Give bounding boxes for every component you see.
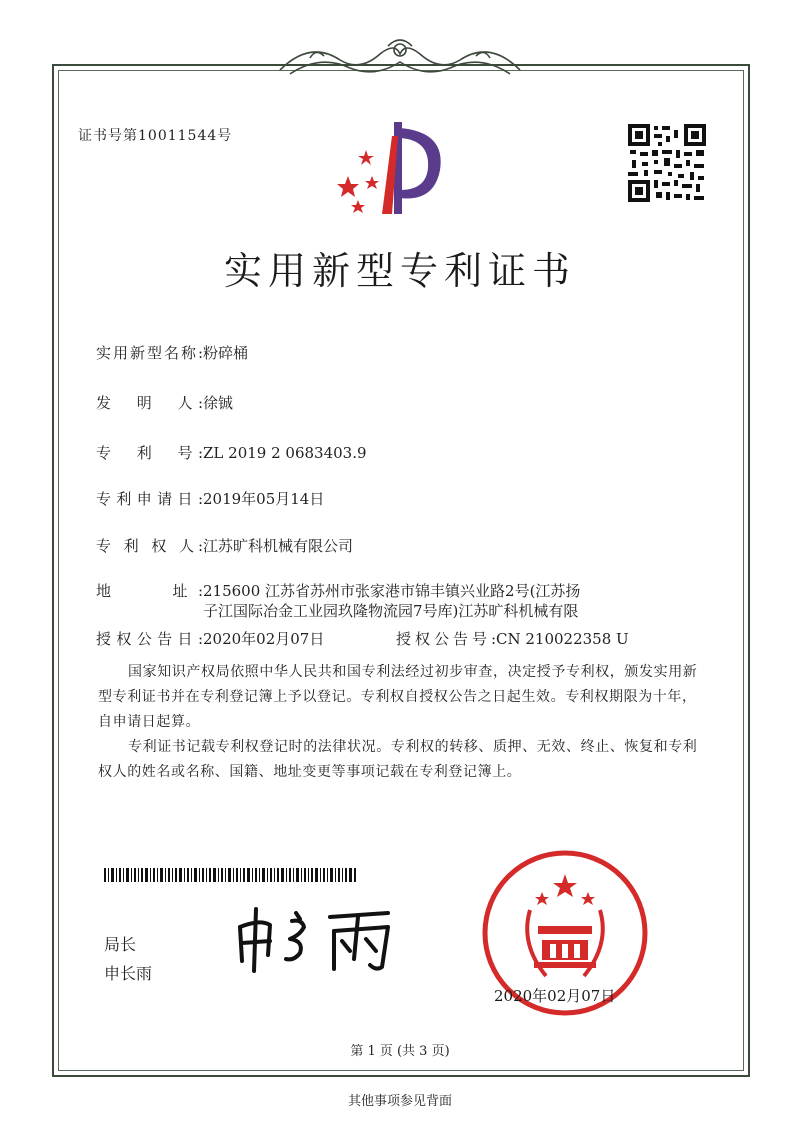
field-inventor [96,392,233,413]
seal-date: 2020年02月07日 [494,987,616,1005]
field-patentee [96,535,353,556]
field-label: 实用新型名称: [96,344,203,362]
field-label: 专利申请日: [96,490,203,508]
certificate-number: 证书号第10011544号 [78,128,233,144]
director-name: 申长雨 [104,964,153,983]
field-value: 粉碎桶 [203,344,249,362]
field-value: 徐铖 [203,394,234,412]
field-label: 发 明 人: [96,394,203,412]
field-utility-model-name [96,342,248,363]
qr-code-icon [628,124,706,202]
field-label: 专 利 号: [96,444,203,462]
footer-note: 其他事项参见背面 [347,1094,452,1109]
field-grant-publication-number [396,628,629,649]
border-ornament [270,36,530,82]
field-value: ZL 2019 2 0683403.9 [203,444,367,462]
field-patent-number [96,442,367,463]
field-value: 2020年02月07日 [203,630,325,648]
field-value: 江苏旷科机械有限公司 [203,537,354,555]
director-title: 局长 [104,935,137,954]
field-grant-publication-date [96,628,324,649]
field-address [96,580,580,601]
paragraph-legal-status: 专利证书记载专利权登记时的法律状况。专利权的转移、质押、无效、终止、恢复和专利权人的姓名或名称、国籍、地址变更等事项记载在专利登记簿上。 [98,739,698,780]
field-value: CN 210022358 U [496,630,629,648]
field-filing-date [96,488,324,509]
page-number: 第 1 页 (共 3 页) [350,1044,450,1059]
field-label: 授权公告日: [96,630,203,648]
field-label: 授权公告号: [396,630,496,648]
patent-logo-icon [336,118,452,218]
field-label: 地 址: [96,582,203,600]
director-block [104,930,152,988]
paragraph-grant-statement: 国家知识产权局依照中华人民共和国专利法经过初步审查，决定授予专利权，颁发实用新型专利证书并在专利登记簿上予以登记。专利权自授权公告之日起生效。专利权期限为十年，自申请日起算。 [98,664,698,730]
field-address-line2: 子江国际冶金工业园玖隆物流园7号库)江苏旷科机械有限 [203,602,579,620]
certificate-title: 实用新型专利证书 [223,249,576,293]
field-label: 专 利 权 人: [96,537,203,555]
field-value: 215600 江苏省苏州市张家港市锦丰镇兴业路2号(江苏扬 [203,582,581,600]
field-value: 2019年05月14日 [203,490,325,508]
barcode-icon [104,868,356,882]
director-signature [230,905,410,975]
